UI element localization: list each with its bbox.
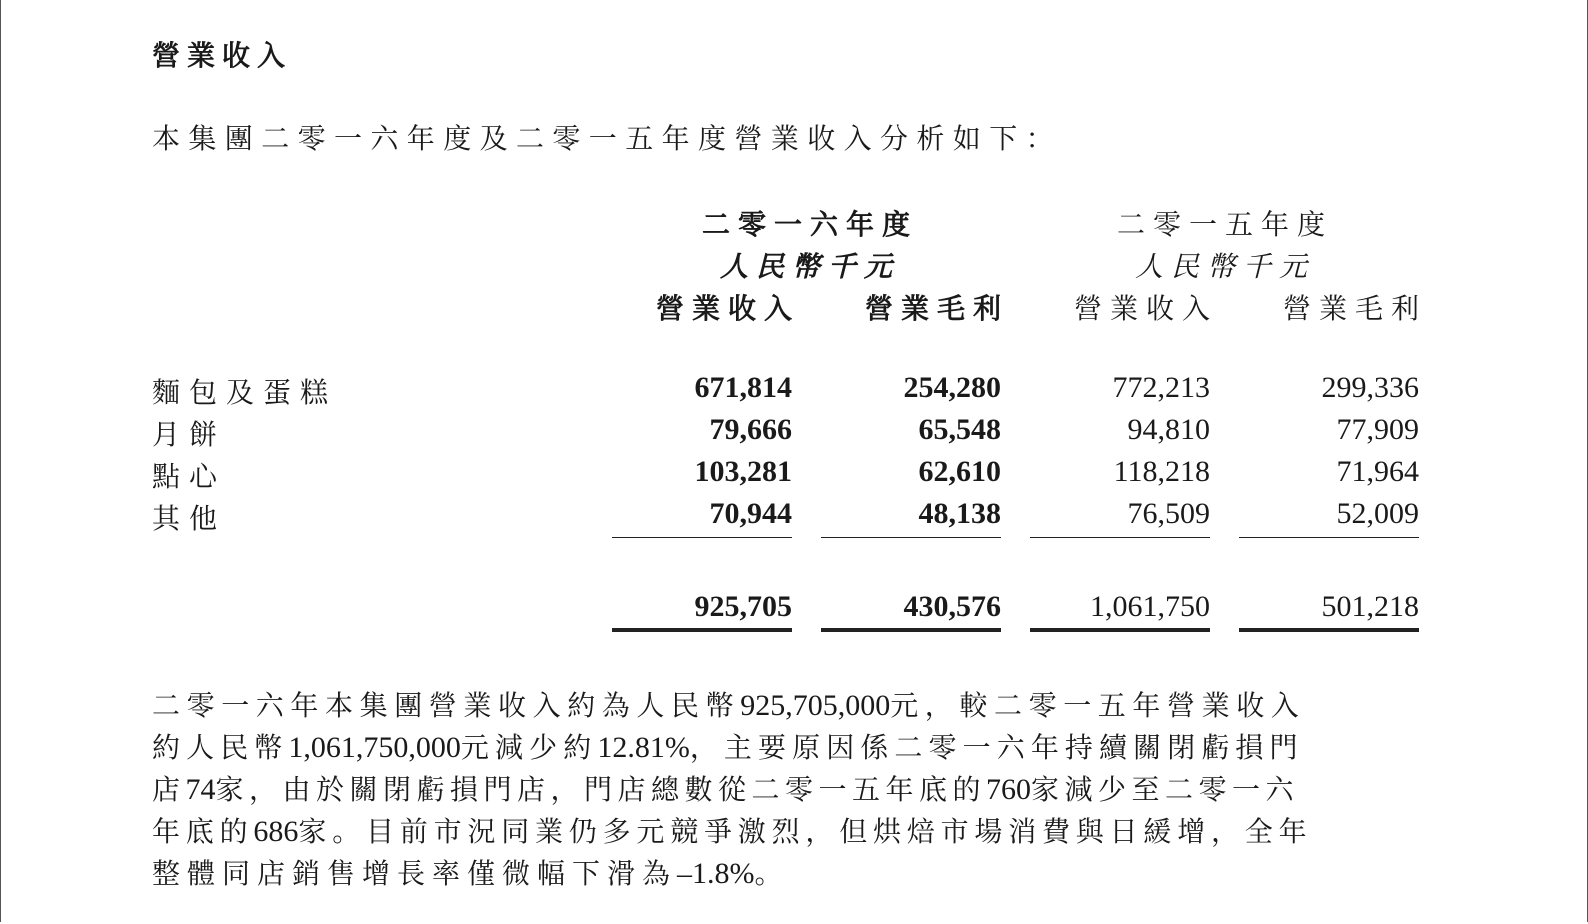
cell-other-2015-profit: 52,009 — [1336, 497, 1419, 530]
col-2015-profit: 營業毛利 — [1282, 292, 1427, 325]
paragraph-line-1 — [152, 684, 1305, 724]
year-2016-label: 二零一六年度 — [701, 208, 918, 241]
cell-other-2016-profit: 48,138 — [918, 497, 1001, 530]
para-text: 家。目前市況同業仍多元競爭激烈，但烘焙市場消費與日緩增，全年 — [298, 815, 1313, 848]
para-text: 家減少至二零一六 — [1031, 773, 1300, 806]
total-rule — [821, 628, 1001, 632]
total-rule — [1239, 628, 1419, 632]
cell-other-2016-revenue: 70,944 — [709, 497, 792, 530]
cell-bread-2016-profit: 254,280 — [903, 371, 1001, 404]
cell-dimsum-2016-revenue: 103,281 — [694, 455, 792, 488]
cell-dimsum-2016-profit: 62,610 — [918, 455, 1001, 488]
cell-mooncake-2016-profit: 65,548 — [918, 413, 1001, 446]
row-label-bread-cake: 麵包及蛋糕 — [152, 376, 338, 409]
cell-dimsum-2015-profit: 71,964 — [1336, 455, 1419, 488]
col-2016-revenue: 營業收入 — [655, 292, 800, 325]
para-number: 686 — [253, 815, 299, 848]
row-label-other: 其他 — [152, 502, 227, 535]
subtotal-rule — [612, 537, 792, 538]
para-text: 約人民幣 — [152, 731, 289, 764]
para-number: 760 — [986, 773, 1032, 806]
subtotal-rule — [1239, 537, 1419, 538]
cell-mooncake-2016-revenue: 79,666 — [709, 413, 792, 446]
para-text: 年底的 — [152, 815, 254, 848]
cell-other-2015-revenue: 76,509 — [1127, 497, 1210, 530]
para-text: 。 — [754, 857, 790, 890]
paragraph-line-3 — [152, 768, 1299, 808]
subtotal-rule — [1030, 537, 1210, 538]
cell-dimsum-2015-revenue: 118,218 — [1113, 455, 1210, 488]
para-text: 整體同店銷售增長率僅微幅下滑為 — [152, 857, 678, 890]
para-text: 元，較二零一五年營業收入 — [890, 689, 1306, 722]
total-rule — [1030, 628, 1210, 632]
row-label-mooncake: 月餅 — [152, 418, 227, 451]
para-text: 元減少約 — [460, 731, 598, 764]
para-text: ，主要原因係二零一六年持續關閉虧損門 — [689, 731, 1304, 764]
para-number: 1,061,750,000 — [288, 731, 461, 764]
cell-mooncake-2015-profit: 77,909 — [1336, 413, 1419, 446]
year-2015-label: 二零一五年度 — [1116, 208, 1333, 241]
section-heading: 營業收入 — [152, 39, 293, 72]
col-2015-revenue: 營業收入 — [1073, 292, 1218, 325]
total-2015-revenue: 1,061,750 — [1090, 590, 1210, 623]
cell-mooncake-2015-revenue: 94,810 — [1127, 413, 1210, 446]
cell-bread-2015-profit: 299,336 — [1321, 371, 1419, 404]
col-2016-profit: 營業毛利 — [864, 292, 1009, 325]
paragraph-line-2 — [152, 726, 1304, 766]
total-2016-revenue: 925,705 — [694, 590, 792, 623]
intro-text: 本集團二零一六年度及二零一五年度營業收入分析如下： — [152, 122, 1063, 155]
total-rule — [612, 628, 792, 632]
paragraph-line-4 — [152, 810, 1312, 850]
para-number: 12.81% — [597, 731, 690, 764]
para-text: 家，由於關閉虧損門店，門店總數從二零一五年底的 — [215, 773, 987, 806]
total-2016-profit: 430,576 — [903, 590, 1001, 623]
year-2016-unit: 人民幣千元 — [719, 250, 900, 283]
cell-bread-2016-revenue: 671,814 — [694, 371, 792, 404]
total-2015-profit: 501,218 — [1321, 590, 1419, 623]
para-number: 74 — [185, 773, 216, 806]
para-text: 店 — [152, 773, 186, 806]
paragraph-line-5 — [152, 852, 790, 892]
row-label-dimsum: 點心 — [152, 460, 227, 493]
year-2015-unit: 人民幣千元 — [1134, 250, 1315, 283]
para-number: 925,705,000 — [740, 689, 891, 722]
subtotal-rule — [821, 537, 1001, 538]
para-text: 二零一六年本集團營業收入約為人民幣 — [152, 689, 741, 722]
para-number: –1.8% — [677, 857, 755, 890]
cell-bread-2015-revenue: 772,213 — [1112, 371, 1210, 404]
